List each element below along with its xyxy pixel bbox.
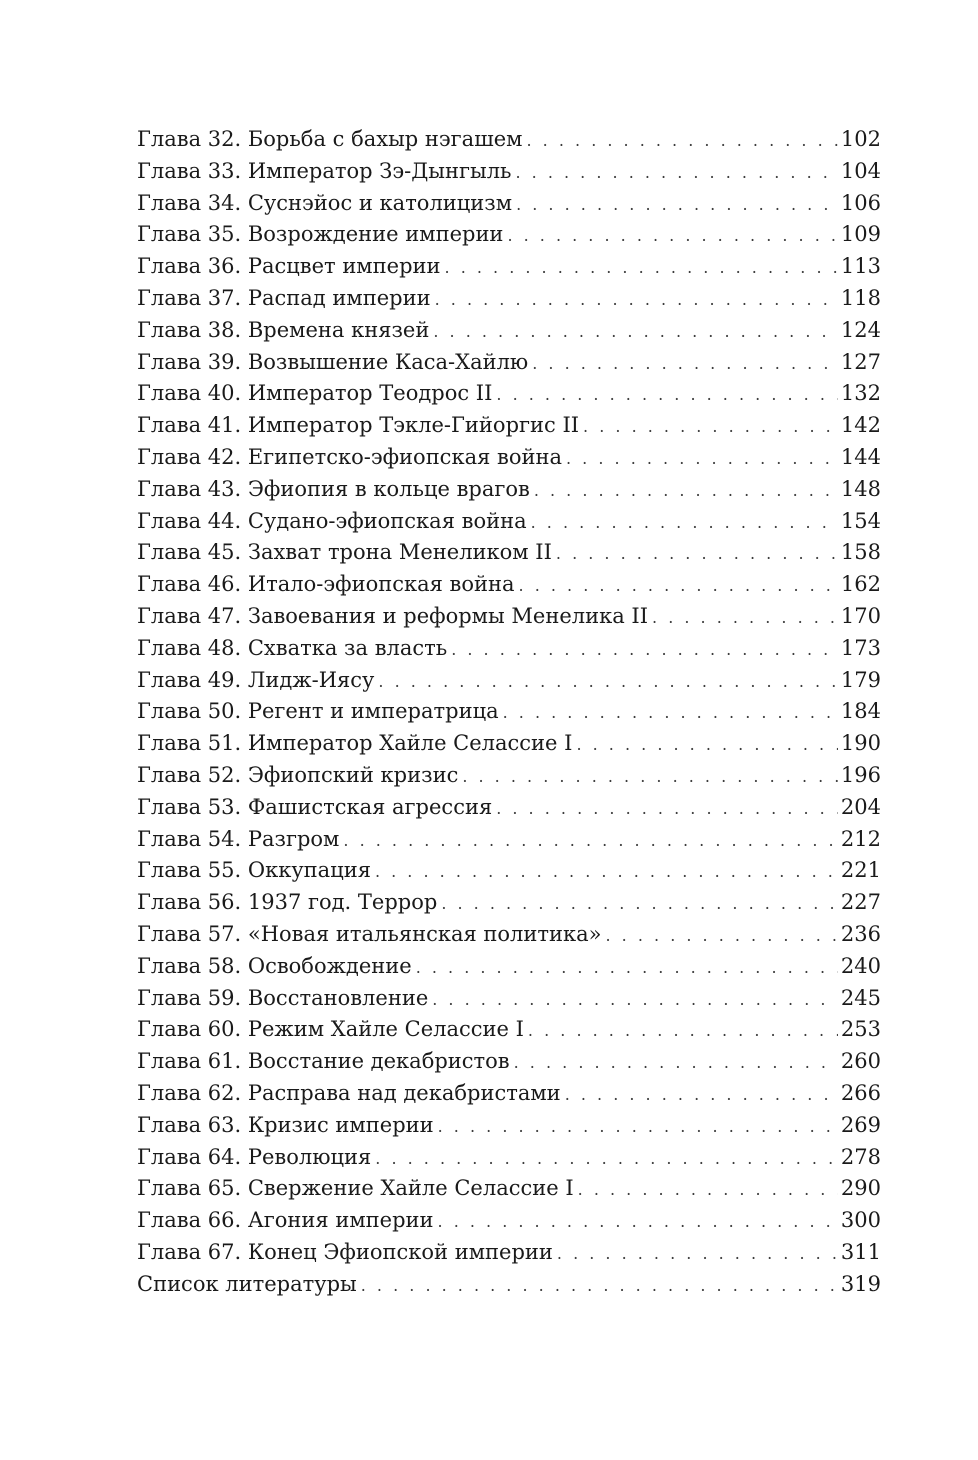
toc-entry-page-number: 300 xyxy=(840,1208,881,1233)
toc-entry-title: Глава 33. Император Зэ-Дынгыль xyxy=(137,158,512,183)
toc-entry-title: Глава 63. Кризис империи xyxy=(137,1112,434,1137)
toc-entry-page-number: 154 xyxy=(840,508,881,533)
toc-entry-title: Глава 47. Завоевания и реформы Менелика II xyxy=(137,603,649,628)
toc-entry-page-number: 144 xyxy=(840,444,881,469)
toc-entry xyxy=(137,696,881,728)
toc-entry xyxy=(137,156,881,188)
toc-entry xyxy=(137,1046,881,1078)
toc-entry xyxy=(137,410,881,442)
toc-entry-page-number: 319 xyxy=(840,1271,881,1296)
toc-entry-title: Глава 52. Эфиопский кризис xyxy=(137,762,459,787)
toc-entry-title: Глава 67. Конец Эфиопской империи xyxy=(137,1239,553,1264)
toc-entry-title: Глава 41. Император Тэкле-Гийоргис II xyxy=(137,413,580,438)
toc-dot-leader xyxy=(361,1270,838,1301)
toc-entry xyxy=(137,124,881,156)
toc-dot-leader xyxy=(519,570,838,601)
table-of-contents xyxy=(137,124,881,1300)
toc-entry-page-number: 142 xyxy=(840,413,881,438)
toc-entry-title: Глава 34. Суснэйос и католицизм xyxy=(137,190,513,215)
toc-dot-leader xyxy=(438,1111,838,1142)
toc-dot-leader xyxy=(507,220,837,251)
toc-dot-leader xyxy=(343,825,838,856)
toc-entry-title: Глава 57. «Новая итальянская политика» xyxy=(137,921,602,946)
toc-dot-leader xyxy=(534,475,838,506)
toc-dot-leader xyxy=(438,1206,838,1237)
toc-entry xyxy=(137,919,881,951)
toc-entry xyxy=(137,506,881,538)
toc-entry-page-number: 196 xyxy=(840,762,881,787)
toc-entry-page-number: 170 xyxy=(840,603,881,628)
toc-entry xyxy=(137,1205,881,1237)
toc-entry-page-number: 240 xyxy=(840,953,881,978)
toc-entry-page-number: 212 xyxy=(840,826,881,851)
toc-entry-page-number: 278 xyxy=(840,1144,881,1169)
toc-entry-title: Глава 65. Свержение Хайле Селассие I xyxy=(137,1176,574,1201)
toc-entry xyxy=(137,188,881,220)
toc-entry-title: Глава 56. 1937 год. Террор xyxy=(137,890,438,915)
toc-entry-page-number: 204 xyxy=(840,794,881,819)
toc-entry xyxy=(137,219,881,251)
toc-dot-leader xyxy=(514,1047,838,1078)
toc-dot-leader xyxy=(441,888,838,919)
toc-entry-title: Глава 37. Распад империи xyxy=(137,285,431,310)
toc-entry-title: Глава 38. Времена князей xyxy=(137,317,430,342)
toc-entry-title: Глава 42. Египетско-эфиопская война xyxy=(137,444,562,469)
toc-entry-title: Глава 32. Борьба с бахыр нэгашем xyxy=(137,127,523,151)
toc-entry xyxy=(137,728,881,760)
toc-entry xyxy=(137,1142,881,1174)
toc-dot-leader xyxy=(583,411,838,442)
toc-entry xyxy=(137,442,881,474)
toc-dot-leader xyxy=(496,793,838,824)
toc-dot-leader xyxy=(532,348,838,379)
toc-entry xyxy=(137,347,881,379)
toc-entry xyxy=(137,1078,881,1110)
toc-dot-leader xyxy=(606,920,838,951)
toc-entry-page-number: 118 xyxy=(840,285,881,310)
toc-entry-page-number: 179 xyxy=(840,667,881,692)
toc-entry-page-number: 158 xyxy=(840,540,881,565)
toc-dot-leader xyxy=(566,443,838,474)
toc-entry xyxy=(137,251,881,283)
toc-dot-leader xyxy=(527,125,838,156)
toc-entry-page-number: 127 xyxy=(840,349,881,374)
toc-dot-leader xyxy=(433,316,838,347)
toc-entry xyxy=(137,633,881,665)
toc-entry-title: Глава 49. Лидж-Иясу xyxy=(137,667,375,692)
toc-entry xyxy=(137,283,881,315)
toc-entry-title: Глава 39. Возвышение Каса-Хайлю xyxy=(137,349,529,374)
toc-entry-title: Глава 62. Расправа над декабристами xyxy=(137,1080,561,1105)
toc-entry xyxy=(137,951,881,983)
toc-entry-title: Глава 35. Возрождение империи xyxy=(137,222,504,247)
toc-entry xyxy=(137,1014,881,1046)
toc-entry-page-number: 266 xyxy=(840,1080,881,1105)
toc-dot-leader xyxy=(578,1174,838,1205)
toc-entry-title: Глава 53. Фашистская агрессия xyxy=(137,794,493,819)
toc-entry xyxy=(137,887,881,919)
toc-entry-page-number: 132 xyxy=(840,381,881,406)
toc-entry xyxy=(137,569,881,601)
toc-entry xyxy=(137,315,881,347)
toc-entry-title: Глава 48. Схватка за власть xyxy=(137,635,448,660)
toc-entry-title: Список литературы xyxy=(137,1271,357,1296)
toc-dot-leader xyxy=(375,856,838,887)
toc-dot-leader xyxy=(565,1079,838,1110)
toc-entry-page-number: 221 xyxy=(840,858,881,883)
toc-entry-page-number: 162 xyxy=(840,572,881,597)
toc-entry xyxy=(137,855,881,887)
toc-entry-title: Глава 59. Восстановление xyxy=(137,985,429,1010)
toc-entry-title: Глава 46. Итало-эфиопская война xyxy=(137,572,515,597)
toc-entry-title: Глава 43. Эфиопия в кольце врагов xyxy=(137,476,530,501)
toc-dot-leader xyxy=(496,379,838,410)
toc-entry-title: Глава 55. Оккупация xyxy=(137,858,371,883)
toc-entry-page-number: 260 xyxy=(840,1049,881,1074)
toc-entry xyxy=(137,665,881,697)
toc-entry-title: Глава 64. Революция xyxy=(137,1144,372,1169)
toc-entry xyxy=(137,792,881,824)
toc-entry-title: Глава 51. Император Хайле Селассие I xyxy=(137,731,573,756)
toc-dot-leader xyxy=(416,952,838,983)
toc-dot-leader xyxy=(462,761,838,792)
toc-entry-page-number: 227 xyxy=(840,890,881,915)
toc-dot-leader xyxy=(445,252,838,283)
toc-entry-page-number: 245 xyxy=(840,985,881,1010)
toc-entry xyxy=(137,1237,881,1269)
toc-entry-page-number: 190 xyxy=(840,731,881,756)
toc-entry xyxy=(137,601,881,633)
toc-entry xyxy=(137,1269,881,1301)
toc-dot-leader xyxy=(515,157,837,188)
toc-entry-page-number: 113 xyxy=(840,254,881,279)
toc-entry xyxy=(137,1110,881,1142)
toc-entry-title: Глава 44. Судано-эфиопская война xyxy=(137,508,527,533)
toc-entry-title: Глава 50. Регент и императрица xyxy=(137,699,499,724)
toc-dot-leader xyxy=(556,538,838,569)
toc-entry-page-number: 236 xyxy=(840,921,881,946)
toc-entry xyxy=(137,378,881,410)
toc-entry-page-number: 173 xyxy=(840,635,881,660)
toc-dot-leader xyxy=(432,984,838,1015)
toc-entry xyxy=(137,474,881,506)
toc-entry-page-number: 109 xyxy=(840,222,881,247)
toc-entry-title: Глава 58. Освобождение xyxy=(137,953,412,978)
toc-entry xyxy=(137,983,881,1015)
toc-dot-leader xyxy=(503,697,838,728)
toc-entry xyxy=(137,1173,881,1205)
toc-dot-leader xyxy=(652,602,838,633)
toc-entry xyxy=(137,824,881,856)
toc-entry-title: Глава 61. Восстание декабристов xyxy=(137,1049,510,1074)
toc-entry-page-number: 290 xyxy=(840,1176,881,1201)
toc-entry-page-number: 124 xyxy=(840,317,881,342)
toc-dot-leader xyxy=(451,634,838,665)
toc-dot-leader xyxy=(557,1238,838,1269)
toc-entry-page-number: 269 xyxy=(840,1112,881,1137)
toc-dot-leader xyxy=(375,1143,838,1174)
toc-entry xyxy=(137,537,881,569)
toc-entry-title: Глава 66. Агония империи xyxy=(137,1208,434,1233)
toc-dot-leader xyxy=(516,189,838,220)
toc-dot-leader xyxy=(531,507,838,538)
toc-entry-page-number: 311 xyxy=(840,1239,881,1264)
toc-entry-page-number: 102 xyxy=(840,127,881,151)
toc-dot-leader xyxy=(378,666,838,697)
toc-entry-title: Глава 60. Режим Хайле Селассие I xyxy=(137,1017,524,1042)
toc-entry xyxy=(137,760,881,792)
toc-entry-title: Глава 54. Разгром xyxy=(137,826,340,851)
toc-entry-title: Глава 40. Император Теодрос II xyxy=(137,381,493,406)
toc-entry-page-number: 106 xyxy=(840,190,881,215)
toc-entry-page-number: 104 xyxy=(840,158,881,183)
toc-entry-title: Глава 45. Захват трона Менеликом II xyxy=(137,540,552,565)
toc-entry-page-number: 148 xyxy=(840,476,881,501)
toc-dot-leader xyxy=(435,284,838,315)
toc-dot-leader xyxy=(576,729,837,760)
toc-dot-leader xyxy=(528,1015,838,1046)
toc-entry-title: Глава 36. Расцвет империи xyxy=(137,254,441,279)
toc-entry-page-number: 184 xyxy=(840,699,881,724)
toc-entry-page-number: 253 xyxy=(840,1017,881,1042)
